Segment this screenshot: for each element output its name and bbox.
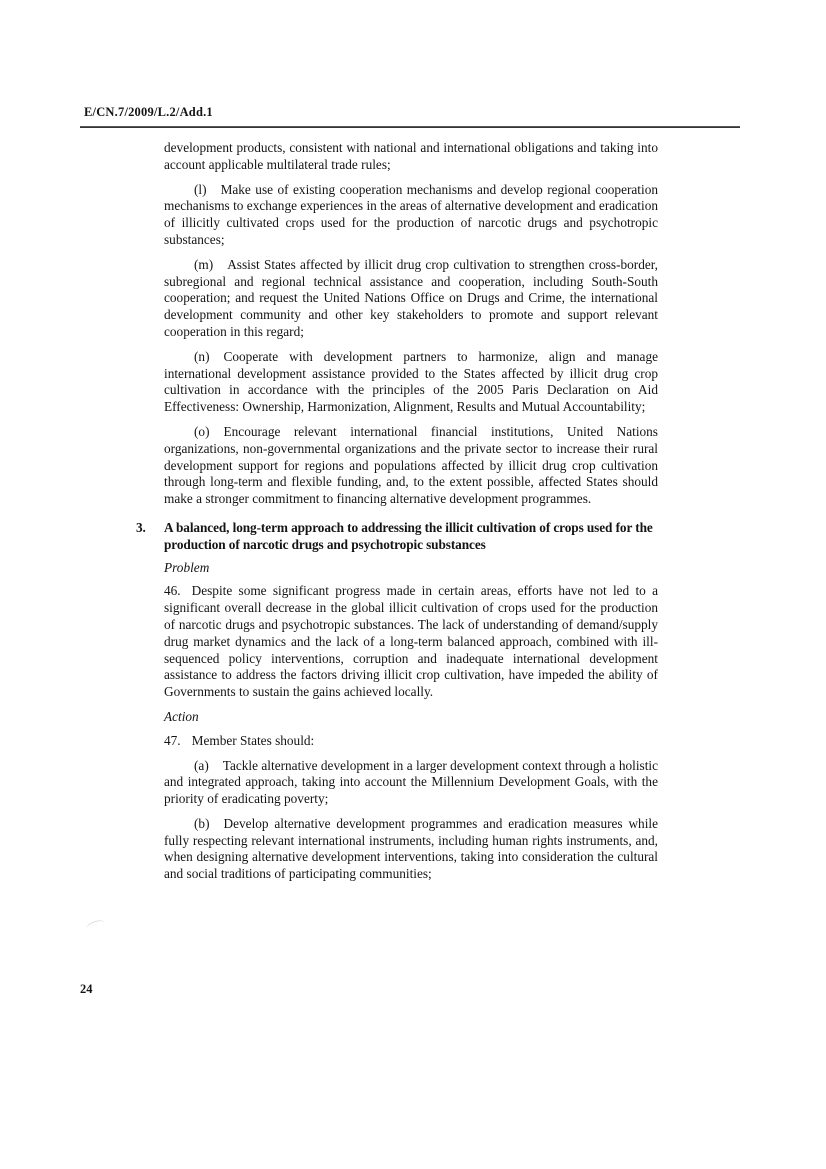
paragraph-46-text: Despite some significant progress made in certain areas, efforts have not led to a significant overall decrease in the global illicit cultivation of crops used for the production of narcotic drugs and psychotropic substances. The lack of understanding of demand/supply drug market dynamics and the lack of a long-term balanced approach, combined with ill-sequenced policy interventions, corruption and inadequate international development assistance to address the factors driving illicit crop cultivation, have impeded the ability of Governments to sustain the gains achieved locally.	[164, 583, 658, 700]
list-item-n-text: Cooperate with development partners to harmonize, align and manage international development assistance provided to the States affected by illicit drug crop cultivation in accordance with the principles of the 2005 Paris Declaration on Aid Effectiveness: Ownership, Harmonization, Alignment, Results and Mutual Accountability;	[164, 348, 658, 415]
list-item-o-text: Encourage relevant international financial institutions, United Nations organizations, non-governmental organizations and the private sector to increase their rural development support for regions and populations affected by illicit drug crop cultivation through long-term and flexible funding, and, to the extent possible, affected States should make a stronger commitment to financing alternative development programmes.	[164, 423, 658, 507]
section-heading	[136, 519, 658, 554]
header-rule	[80, 126, 740, 128]
list-item-o	[164, 424, 658, 508]
list-item-m	[164, 257, 658, 341]
paragraph-46	[164, 583, 658, 701]
paragraph-47-text: Member States should:	[191, 732, 315, 748]
list-item-a-label: (a)	[194, 757, 209, 773]
section-heading-text: A balanced, long-term approach to addressing the illicit cultivation of crops used for the production of narcotic drugs and psychotropic substances	[164, 519, 653, 552]
list-item-b-label: (b)	[194, 815, 210, 831]
continuation-paragraph: development products, consistent with national and international obligations and taking into account applicable multilateral trade rules;	[164, 140, 658, 172]
action-label: Action	[164, 708, 199, 724]
list-item-a	[164, 758, 658, 808]
list-item-m-text: Assist States affected by illicit drug crop cultivation to strengthen cross-border, subregional and regional technical assistance and cooperation, including South-South cooperation; and request the United Nations Office on Drugs and Crime, the international development community and other key stakeholders to promote and support relevant cooperation in this regard;	[164, 256, 658, 339]
list-item-n-label: (n)	[194, 348, 210, 364]
paragraph-47	[164, 733, 658, 750]
problem-label: Problem	[164, 559, 210, 575]
list-item-l-label: (l)	[194, 181, 207, 197]
list-item-n	[164, 349, 658, 416]
list-item-b-text: Develop alternative development programmes and eradication measures while fully respecting relevant international instruments, including human rights instruments, and, when designing alternative development interventions, taking into consideration the cultural and social traditions of participating communities;	[164, 815, 658, 882]
list-item-l-text: Make use of existing cooperation mechanisms and develop regional cooperation mechanisms to exchange experiences in the areas of alternative development and eradication of illicitly cultivated crops used for the production of narcotic drugs and psychotropic substances;	[164, 181, 658, 247]
paragraph-46-number: 46.	[164, 583, 181, 599]
list-item-l	[164, 182, 658, 249]
list-item-b	[164, 816, 658, 883]
document-symbol: E/CN.7/2009/L.2/Add.1	[84, 105, 213, 119]
scan-artifact	[85, 918, 107, 934]
section-number: 3.	[136, 519, 146, 535]
list-item-m-label: (m)	[194, 256, 214, 272]
list-item-o-label: (o)	[194, 423, 210, 439]
list-item-a-text: Tackle alternative development in a larger development context through a holistic and integrated approach, taking into account the Millennium Development Goals, with the priority of eradicating poverty;	[164, 757, 658, 807]
paragraph-47-number: 47.	[164, 732, 181, 748]
page-number: 24	[80, 982, 93, 996]
document-body	[136, 140, 658, 891]
